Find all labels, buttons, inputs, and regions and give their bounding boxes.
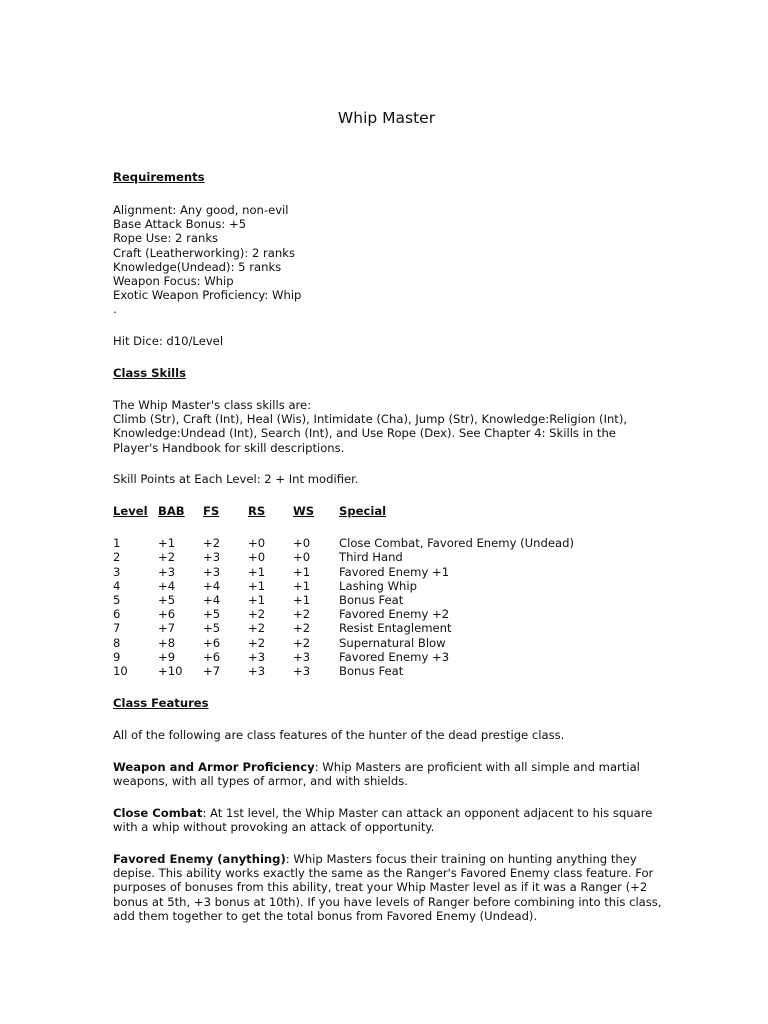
- cell-rs: +1: [248, 564, 266, 579]
- class-skills-line: Player's Handbook for skill descriptions.: [113, 440, 345, 455]
- cell-special: Favored Enemy +1: [339, 564, 450, 579]
- cell-rs: +0: [248, 536, 266, 551]
- progression-row: [113, 579, 574, 593]
- feature-text: : Whip Masters focus their training on hunting anything they: [285, 852, 637, 866]
- cell-level: 9: [113, 649, 121, 664]
- requirement-line: Weapon Focus: Whip: [113, 274, 234, 289]
- cell-bab: +4: [158, 578, 176, 593]
- cell-level: 5: [113, 593, 121, 608]
- cell-fs: +4: [203, 593, 221, 608]
- cell-special: Favored Enemy +2: [339, 607, 450, 622]
- cell-fs: +7: [203, 664, 221, 679]
- cell-level: 6: [113, 607, 121, 622]
- cell-ws: +2: [293, 607, 311, 622]
- progression-row: [113, 607, 574, 621]
- progression-row: [113, 664, 574, 678]
- cell-ws: +1: [293, 578, 311, 593]
- cell-level: 10: [113, 664, 128, 679]
- cell-ws: +0: [293, 536, 311, 551]
- cell-fs: +5: [203, 607, 221, 622]
- progression-row: [113, 565, 574, 579]
- cell-ws: +2: [293, 621, 311, 636]
- cell-ws: +0: [293, 550, 311, 565]
- cell-special: Favored Enemy +3: [339, 649, 450, 664]
- hit-dice: Hit Dice: d10/Level: [113, 334, 224, 348]
- progression-row: [113, 636, 574, 650]
- cell-fs: +5: [203, 621, 221, 636]
- cell-rs: +1: [248, 578, 266, 593]
- feature-text: depise. This ability works exactly the same as the Ranger's Favored Enemy class feature. For: [113, 866, 654, 881]
- requirement-line: Rope Use: 2 ranks: [113, 231, 219, 246]
- cell-special: Close Combat, Favored Enemy (Undead): [339, 536, 574, 551]
- document-title: Whip Master: [337, 109, 436, 127]
- feature-weapon-armor-proficiency: [113, 760, 640, 789]
- header-fs: FS: [203, 504, 220, 518]
- progression-row: [113, 650, 574, 664]
- cell-bab: +2: [158, 550, 176, 565]
- feature-name: Favored Enemy (anything): [113, 852, 286, 866]
- cell-ws: +1: [293, 564, 311, 579]
- cell-ws: +3: [293, 664, 311, 679]
- skill-points: Skill Points at Each Level: 2 + Int modifier.: [113, 472, 359, 486]
- class-skills-heading: Class Skills: [113, 366, 187, 380]
- feature-text: : At 1st level, the Whip Master can attack an opponent adjacent to his square: [202, 806, 653, 820]
- cell-fs: +4: [203, 578, 221, 593]
- header-bab: BAB: [158, 504, 185, 518]
- class-skills-line: The Whip Master's class skills are:: [113, 398, 312, 412]
- cell-special: Bonus Feat: [339, 593, 404, 608]
- feature-favored-enemy: [113, 852, 662, 923]
- feature-text: : Whip Masters are proficient with all simple and martial: [314, 760, 640, 774]
- cell-special: Third Hand: [339, 550, 403, 565]
- cell-bab: +6: [158, 607, 176, 622]
- cell-special: Lashing Whip: [339, 578, 417, 593]
- cell-level: 4: [113, 578, 121, 593]
- progression-header-row: [113, 504, 574, 518]
- cell-rs: +3: [248, 664, 266, 679]
- cell-level: 3: [113, 564, 121, 579]
- header-ws: WS: [293, 504, 315, 518]
- progression-row: [113, 593, 574, 607]
- header-rs: RS: [248, 504, 266, 518]
- progression-row: [113, 621, 574, 635]
- feature-name: Weapon and Armor Proficiency: [113, 760, 315, 774]
- progression-row: [113, 550, 574, 564]
- cell-fs: +6: [203, 635, 221, 650]
- cell-bab: +8: [158, 635, 176, 650]
- cell-fs: +3: [203, 550, 221, 565]
- cell-level: 1: [113, 536, 121, 551]
- cell-fs: +3: [203, 564, 221, 579]
- cell-special: Supernatural Blow: [339, 635, 446, 650]
- cell-rs: +2: [248, 635, 266, 650]
- cell-rs: +0: [248, 550, 266, 565]
- cell-bab: +7: [158, 621, 176, 636]
- progression-row: [113, 536, 574, 550]
- requirement-line: Craft (Leatherworking): 2 ranks: [113, 245, 296, 260]
- cell-bab: +5: [158, 593, 176, 608]
- requirement-line: Base Attack Bonus: +5: [113, 217, 247, 232]
- cell-special: Bonus Feat: [339, 664, 404, 679]
- requirements-list: [113, 203, 658, 317]
- feature-text: weapons, with all types of armor, and with shields.: [113, 774, 408, 789]
- cell-level: 7: [113, 621, 121, 636]
- cell-rs: +2: [248, 621, 266, 636]
- class-features-heading: Class Features: [113, 696, 209, 710]
- progression-table: [113, 504, 574, 678]
- class-skills-line: Climb (Str), Craft (Int), Heal (Wis), Intimidate (Cha), Jump (Str), Knowledge:Religion (Int),: [113, 412, 628, 427]
- cell-fs: +2: [203, 536, 221, 551]
- cell-bab: +9: [158, 649, 176, 664]
- feature-text: add them together to get the total bonus from Favored Enemy (Undead).: [113, 908, 538, 923]
- feature-text: with a whip without provoking an attack of opportunity.: [113, 820, 435, 835]
- feature-name: Close Combat: [113, 806, 203, 820]
- header-special: Special: [339, 504, 387, 518]
- cell-ws: +2: [293, 635, 311, 650]
- cell-rs: +1: [248, 593, 266, 608]
- requirements-heading: Requirements: [113, 170, 205, 184]
- cell-ws: +1: [293, 593, 311, 608]
- feature-text: purposes of bonuses from this ability, treat your Whip Master level as if it was a Ranger (+2: [113, 880, 648, 895]
- cell-rs: +3: [248, 649, 266, 664]
- class-skills-text: [113, 398, 658, 455]
- cell-ws: +3: [293, 649, 311, 664]
- cell-level: 8: [113, 635, 121, 650]
- cell-bab: +1: [158, 536, 176, 551]
- requirement-line: Alignment: Any good, non-evil: [113, 203, 289, 217]
- cell-level: 2: [113, 550, 121, 565]
- requirement-line: Exotic Weapon Proficiency: Whip: [113, 288, 302, 303]
- cell-bab: +3: [158, 564, 176, 579]
- cell-rs: +2: [248, 607, 266, 622]
- cell-bab: +10: [158, 664, 183, 679]
- cell-special: Resist Entaglement: [339, 621, 452, 636]
- cell-fs: +6: [203, 649, 221, 664]
- class-features-intro: All of the following are class features of the hunter of the dead prestige class.: [113, 728, 565, 742]
- requirement-line: .: [113, 302, 117, 317]
- feature-close-combat: [113, 806, 653, 835]
- header-level: Level: [113, 504, 148, 518]
- class-skills-line: Knowledge:Undead (Int), Search (Int), and Use Rope (Dex). See Chapter 4: Skills in the: [113, 426, 616, 441]
- feature-text: bonus at 5th, +3 bonus at 10th). If you have levels of Ranger before combining into this class,: [113, 894, 662, 909]
- requirement-line: Knowledge(Undead): 5 ranks: [113, 259, 282, 274]
